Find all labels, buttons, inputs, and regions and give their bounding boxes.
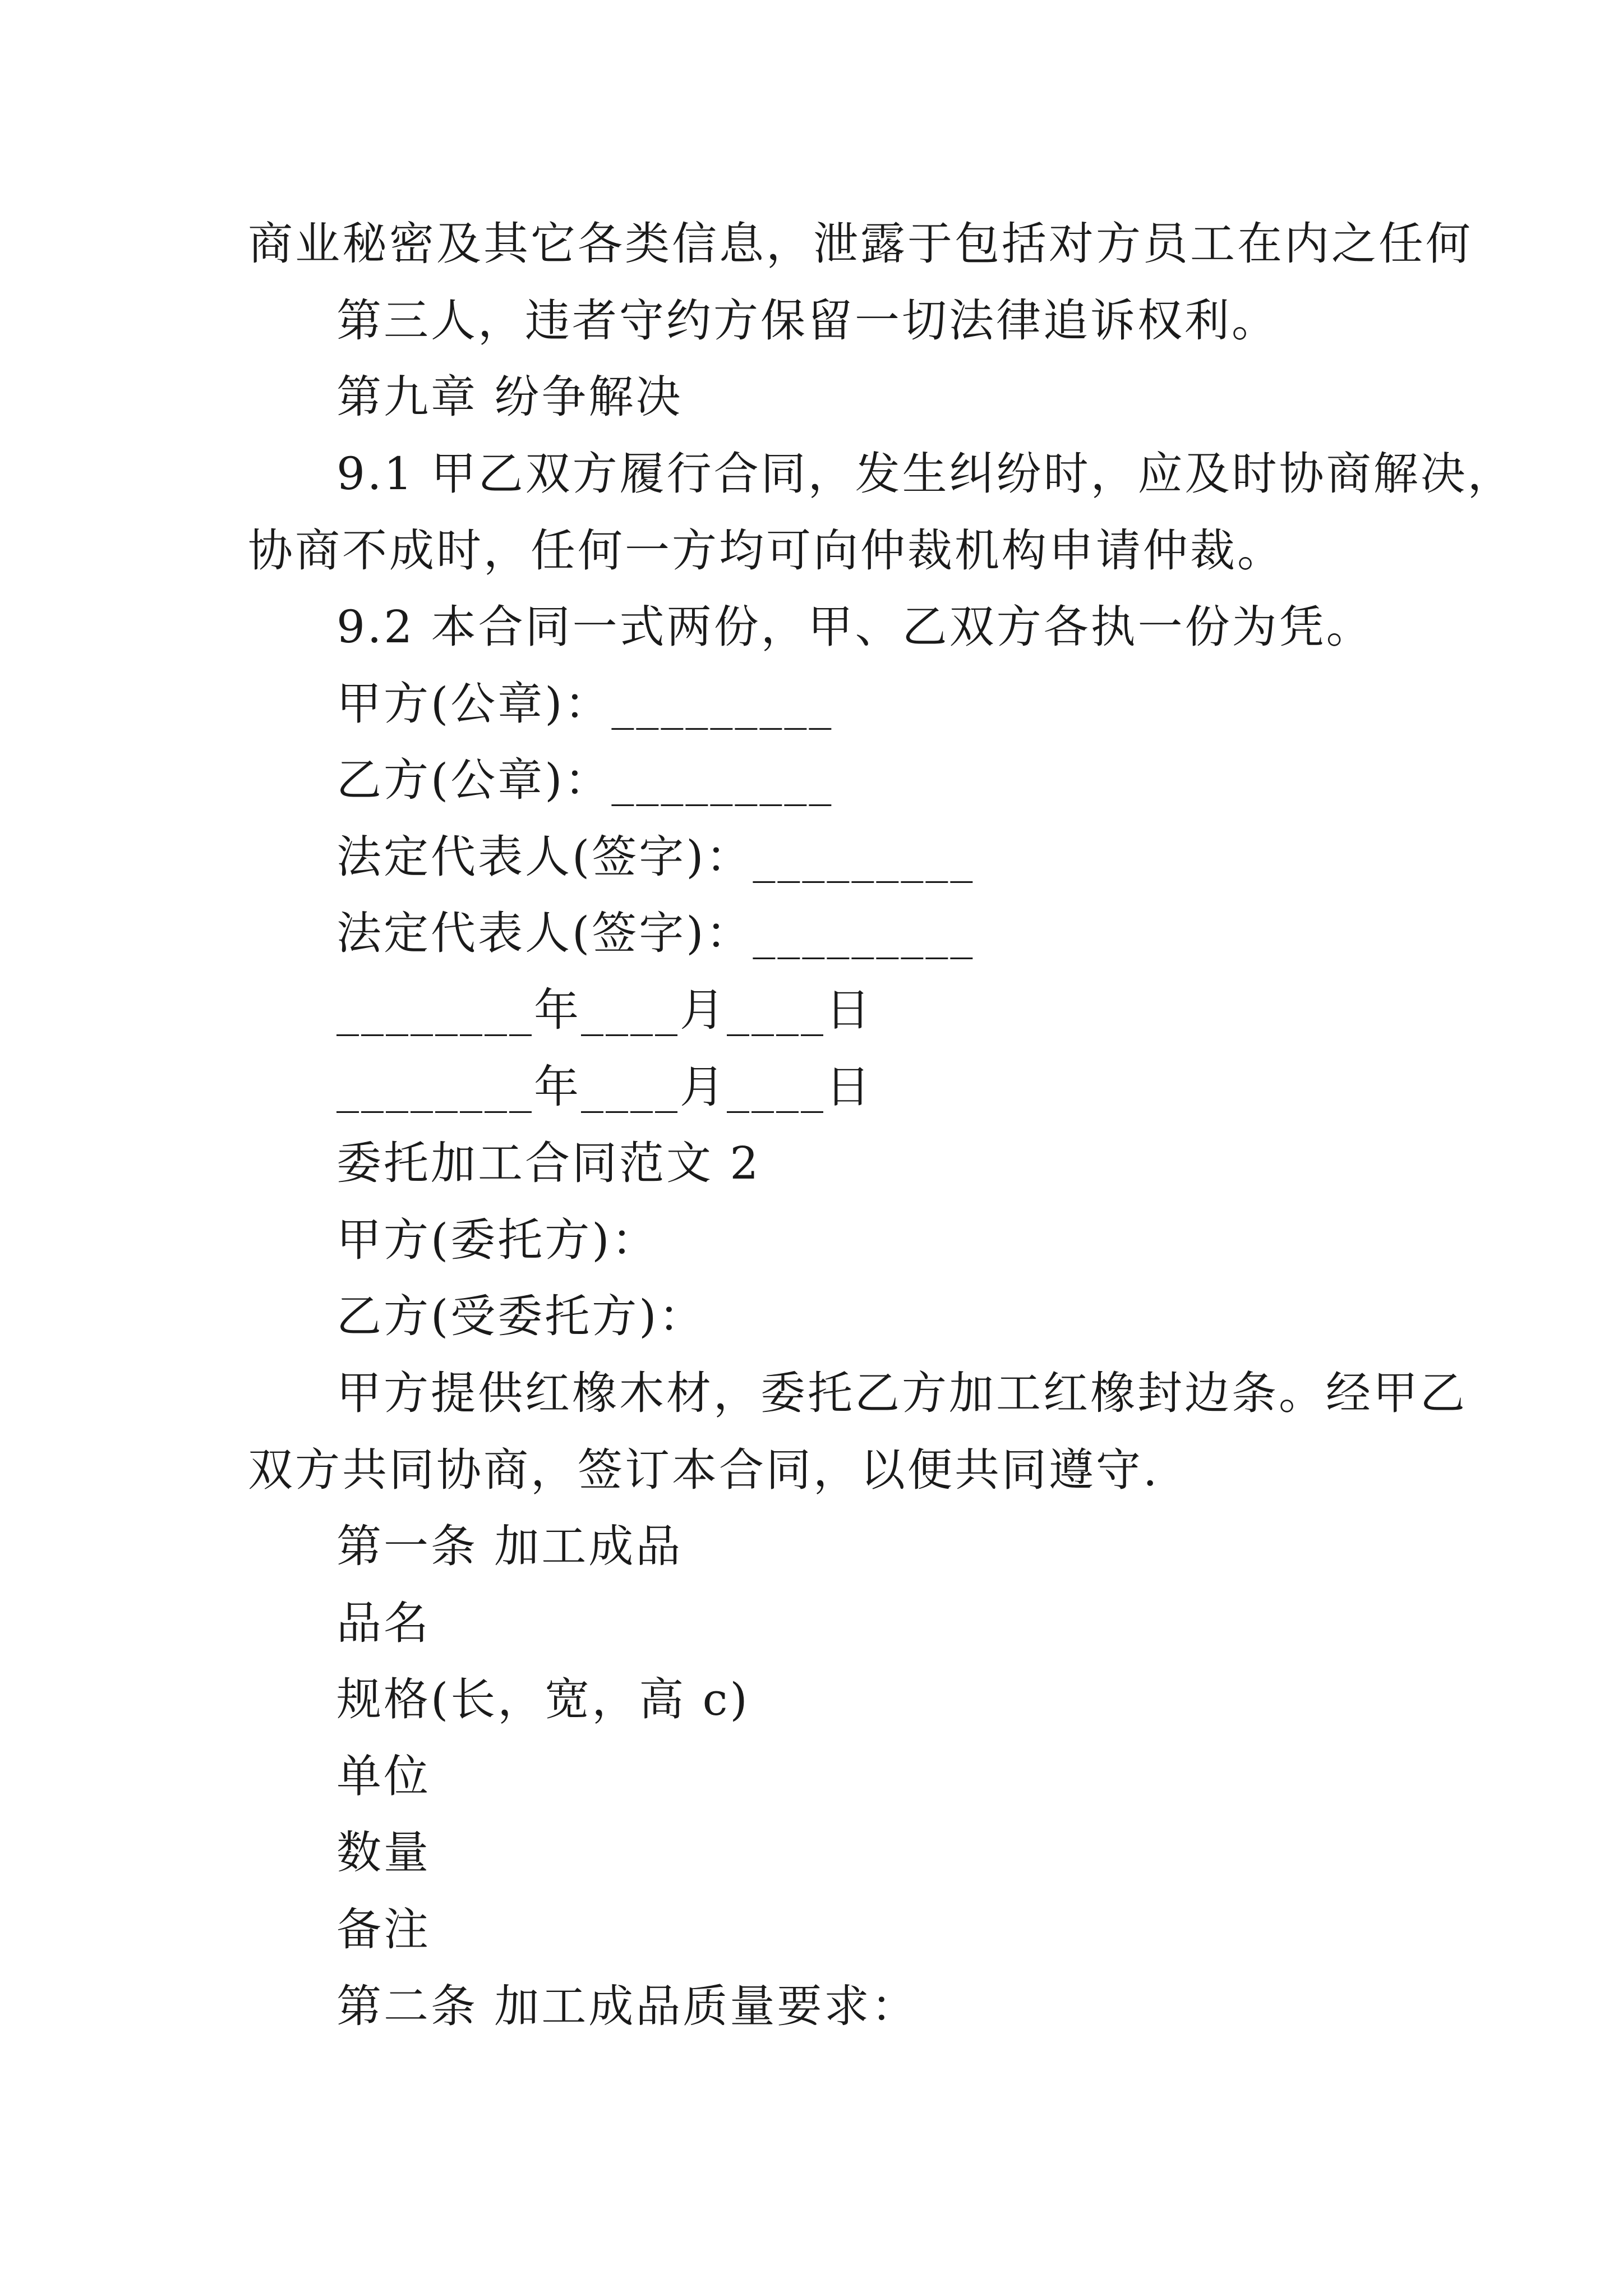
date-line: ________年____月____日 [336, 984, 873, 1036]
text-line: 商业秘密及其它各类信息，泄露于包括对方员工在内之任何 [248, 218, 1473, 270]
field-label: 单位 [336, 1750, 431, 1802]
section-heading: 第九章 纷争解决 [336, 371, 683, 423]
text-line: 双方共同协商，签订本合同，以便共同遵守. [248, 1444, 1160, 1496]
section-heading: 第一条 加工成品 [336, 1520, 683, 1572]
document-title: 委托加工合同范文 2 [336, 1137, 761, 1189]
signature-line: 甲方(公章)：_________ [336, 678, 834, 730]
text-line: 甲方提供红橡木材，委托乙方加工红橡封边条。经甲乙 [336, 1367, 1467, 1419]
party-line: 甲方(委托方)： [336, 1214, 659, 1266]
signature-line: 乙方(公章)：_________ [336, 754, 834, 806]
signature-line: 法定代表人(签字)：_________ [336, 831, 975, 883]
field-label: 备注 [336, 1903, 431, 1955]
party-line: 乙方(受委托方)： [336, 1290, 706, 1342]
text-line: 协商不成时，任何一方均可向仲裁机构申请仲裁。 [248, 524, 1284, 577]
field-label: 规格(长，宽，高 c) [336, 1673, 750, 1726]
text-line: 9.1 甲乙双方履行合同，发生纠纷时，应及时协商解决， [336, 448, 1515, 500]
field-label: 品名 [336, 1597, 431, 1649]
text-line: 9.2 本合同一式两份，甲、乙双方各执一份为凭。 [336, 601, 1373, 653]
signature-line: 法定代表人(签字)：_________ [336, 907, 975, 959]
date-line: ________年____月____日 [336, 1061, 873, 1113]
section-heading: 第二条 加工成品质量要求： [336, 1980, 919, 2032]
text-line: 第三人，违者守约方保留一切法律追诉权利。 [336, 295, 1279, 347]
field-label: 数量 [336, 1826, 431, 1879]
